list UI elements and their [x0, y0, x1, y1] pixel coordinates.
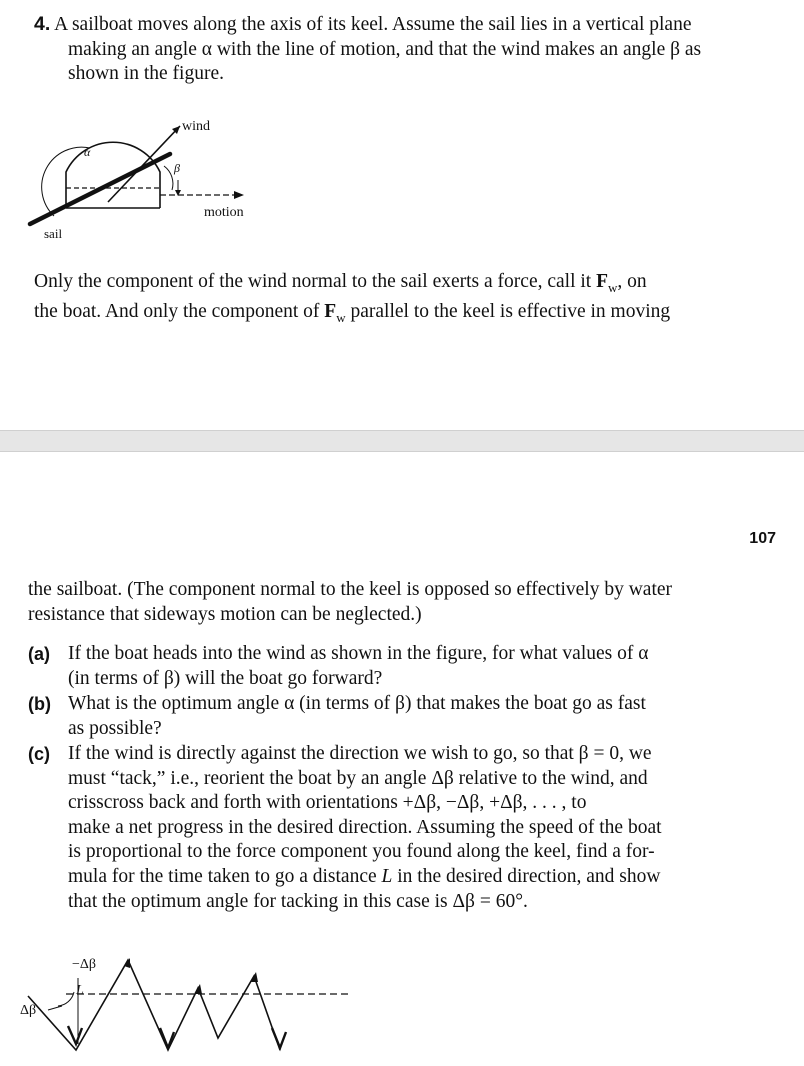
tack-arrowhead-2 [194, 984, 202, 994]
part-c-line-5: is proportional to the force component you found along the keel, find a for- [68, 841, 655, 863]
beta-label: β [174, 161, 180, 175]
force-subscript-1: w [608, 279, 618, 295]
page-top [0, 0, 804, 430]
problem-line-3: shown in the figure. [68, 63, 224, 85]
tack-arrowhead-3 [250, 972, 258, 982]
component-line-2: the boat. And only the component of $F_w$ parallel to the keel is effective in moving [34, 301, 671, 326]
sailboat-line-1: the sailboat. (The component normal to the keel is opposed so effectively by water [28, 579, 673, 600]
paragraph-wind-component [34, 270, 746, 331]
problem-statement [34, 12, 778, 87]
alpha-label: α [84, 145, 91, 159]
motion-label: motion [204, 205, 244, 220]
part-c-label: (c) [28, 744, 50, 764]
distance-symbol: L [381, 865, 393, 887]
sail-label: sail [44, 226, 63, 241]
part-b-label: (b) [28, 694, 51, 714]
boat-mark-1 [68, 1026, 82, 1044]
sailboat-line-2: resistance that sideways motion can be neglected.) [28, 603, 422, 625]
force-symbol-1: F [596, 271, 609, 292]
force-subscript-2: w [336, 310, 346, 326]
part-b-line-2: as possible? [68, 717, 162, 739]
part-c-line-4: make a net progress in the desired direction. Assuming the speed of the boat [68, 816, 662, 838]
beta-arc [164, 166, 173, 190]
tack-zigzag [28, 960, 280, 1050]
part-c-line-3: crisscross back and forth with orientations +Δβ, −Δβ, +Δβ, . . . , to [68, 792, 587, 814]
neg-dbeta-label: −Δβ [72, 957, 97, 972]
dbeta-leader [48, 1006, 62, 1010]
force-symbol-2: F [324, 301, 337, 323]
part-a-line-1: If the boat heads into the wind as shown in the figure, for what values of α [68, 643, 649, 664]
component-line-1: Only the component of the wind normal to the sail exerts a force, call it $F_w$, on [34, 271, 647, 295]
problem-number: 4. [34, 13, 51, 35]
page-number: 107 [749, 530, 776, 547]
part-c-line-6: mula for the time taken to go a distance L in the desired direction, and show [68, 865, 661, 887]
tacking-figure [18, 948, 358, 1058]
page-divider [0, 430, 804, 452]
part-c-line-2: must “tack,” i.e., reorient the boat by an angle Δβ relative to the wind, and [68, 767, 648, 789]
wind-label: wind [182, 119, 210, 134]
part-b-line-1: What is the optimum angle α (in terms of β) that makes the boat go as fast [68, 693, 646, 714]
part-a-label: (a) [28, 644, 50, 664]
part-c-line-7: that the optimum angle for tacking in this case is Δβ = 60°. [68, 890, 528, 912]
dbeta-label: Δβ [20, 1003, 37, 1018]
part-a-line-2: (in terms of β) will the boat go forward? [68, 667, 383, 689]
problem-line-1: 4. A sailboat moves along the axis of its keel. Assume the sail lies in a vertical plane [34, 13, 692, 35]
wind-arrow [108, 126, 180, 202]
L-label: L [76, 983, 84, 998]
paragraph-sailboat [28, 578, 744, 627]
problem-line-2: making an angle α with the line of motion, and that the wind makes an angle β as [68, 38, 702, 60]
boat-mark-3 [272, 1028, 286, 1048]
motion-arrowhead [234, 191, 244, 199]
page-bottom [0, 452, 804, 1066]
sailboat-figure [20, 112, 270, 244]
part-c-line-1: If the wind is directly against the direction we wish to go, so that β = 0, we [68, 743, 652, 764]
